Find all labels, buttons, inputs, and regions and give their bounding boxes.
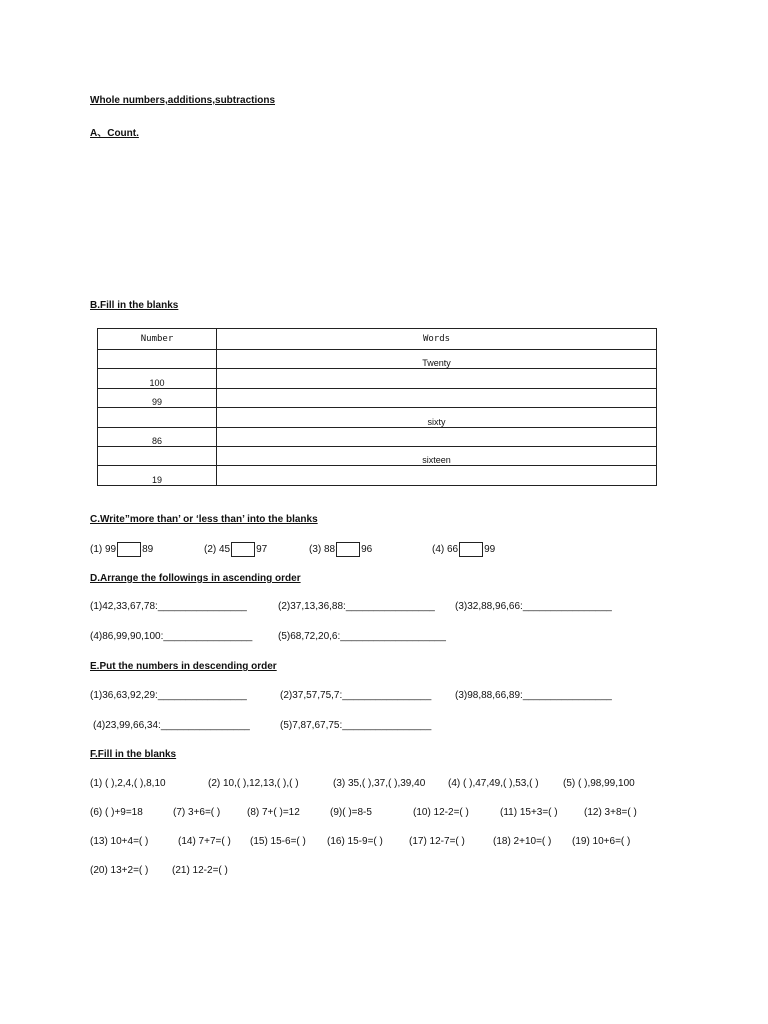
fill-item[interactable]: (1) ( ),2,4,( ),8,10 xyxy=(90,778,166,789)
number-cell[interactable] xyxy=(98,408,217,427)
fill-item[interactable]: (2) 10,( ),12,13,( ),( ) xyxy=(208,778,299,789)
fill-item[interactable]: (7) 3+6=( ) xyxy=(173,807,221,818)
comparison-item: (2) 45 97 xyxy=(204,542,267,557)
page-title: Whole numbers,additions,subtractions xyxy=(90,95,276,106)
fill-item[interactable]: (20) 13+2=( ) xyxy=(90,865,149,876)
fill-item[interactable]: (14) 7+7=( ) xyxy=(178,836,231,847)
fill-item[interactable]: (21) 12-2=( ) xyxy=(172,865,228,876)
number-cell[interactable]: 86 xyxy=(98,427,217,446)
words-cell[interactable]: sixteen xyxy=(217,446,657,465)
table-row xyxy=(98,350,657,369)
descending-item[interactable]: (4)23,99,66,34:________________ xyxy=(93,720,250,731)
fill-item[interactable]: (15) 15-6=( ) xyxy=(250,836,306,847)
section-c-heading: C.Write”more than’ or ‘less than’ into the blanks xyxy=(90,514,318,525)
answer-box[interactable] xyxy=(117,542,141,557)
number-cell[interactable] xyxy=(98,446,217,465)
words-cell[interactable] xyxy=(217,369,657,388)
comparison-item: (4) 66 99 xyxy=(432,542,495,557)
ascending-item[interactable]: (2)37,13,36,88:________________ xyxy=(278,601,435,612)
table-row xyxy=(98,408,657,427)
words-cell[interactable]: sixty xyxy=(217,408,657,427)
number-cell[interactable] xyxy=(98,350,217,369)
number-column-header: Number xyxy=(98,329,217,350)
fill-item[interactable]: (12) 3+8=( ) xyxy=(584,807,637,818)
words-cell[interactable] xyxy=(217,427,657,446)
section-f-heading: F.Fill in the blanks xyxy=(90,749,177,760)
fill-item[interactable]: (18) 2+10=( ) xyxy=(493,836,552,847)
fill-item[interactable]: (4) ( ),47,49,( ),53,( ) xyxy=(448,778,539,789)
number-cell[interactable]: 19 xyxy=(98,466,217,485)
section-d-heading: D.Arrange the followings in ascending order xyxy=(90,573,301,584)
section-b-heading: B.Fill in the blanks xyxy=(90,300,179,311)
comparison-item: (1) 99 89 xyxy=(90,542,153,557)
fill-item[interactable]: (13) 10+4=( ) xyxy=(90,836,149,847)
number-cell[interactable]: 100 xyxy=(98,369,217,388)
answer-box[interactable] xyxy=(336,542,360,557)
table-row xyxy=(98,369,657,388)
fill-item[interactable]: (5) ( ),98,99,100 xyxy=(563,778,635,789)
section-a-heading: A、Count. xyxy=(90,128,139,139)
answer-box[interactable] xyxy=(231,542,255,557)
fill-item[interactable]: (10) 12-2=( ) xyxy=(413,807,469,818)
descending-item[interactable]: (1)36,63,92,29:________________ xyxy=(90,690,247,701)
fill-item[interactable]: (16) 15-9=( ) xyxy=(327,836,383,847)
words-column-header: Words xyxy=(217,329,657,350)
comparison-item: (3) 88 96 xyxy=(309,542,372,557)
answer-box[interactable] xyxy=(459,542,483,557)
fill-item[interactable]: (3) 35,( ),37,( ),39,40 xyxy=(333,778,426,789)
table-row xyxy=(98,427,657,446)
section-e-heading: E.Put the numbers in descending order xyxy=(90,661,277,672)
ascending-item[interactable]: (1)42,33,67,78:________________ xyxy=(90,601,247,612)
table-row xyxy=(98,466,657,485)
table-row xyxy=(98,446,657,465)
table-row xyxy=(98,388,657,407)
ascending-item[interactable]: (5)68,72,20,6:___________________ xyxy=(278,631,446,642)
words-cell[interactable] xyxy=(217,388,657,407)
descending-item[interactable]: (5)7,87,67,75:________________ xyxy=(280,720,432,731)
fill-item[interactable]: (17) 12-7=( ) xyxy=(409,836,465,847)
fill-item[interactable]: (19) 10+6=( ) xyxy=(572,836,631,847)
fill-item[interactable]: (8) 7+( )=12 xyxy=(247,807,300,818)
words-cell[interactable]: Twenty xyxy=(217,350,657,369)
ascending-item[interactable]: (4)86,99,90,100:________________ xyxy=(90,631,253,642)
number-cell[interactable]: 99 xyxy=(98,388,217,407)
descending-item[interactable]: (3)98,88,66,89:________________ xyxy=(455,690,612,701)
fill-item[interactable]: (9)( )=8-5 xyxy=(330,807,372,818)
ascending-item[interactable]: (3)32,88,96,66:________________ xyxy=(455,601,612,612)
descending-item[interactable]: (2)37,57,75,7:________________ xyxy=(280,690,432,701)
fill-item[interactable]: (11) 15+3=( ) xyxy=(500,807,558,818)
fill-item[interactable]: (6) ( )+9=18 xyxy=(90,807,143,818)
words-cell[interactable] xyxy=(217,466,657,485)
number-words-table xyxy=(97,328,657,486)
